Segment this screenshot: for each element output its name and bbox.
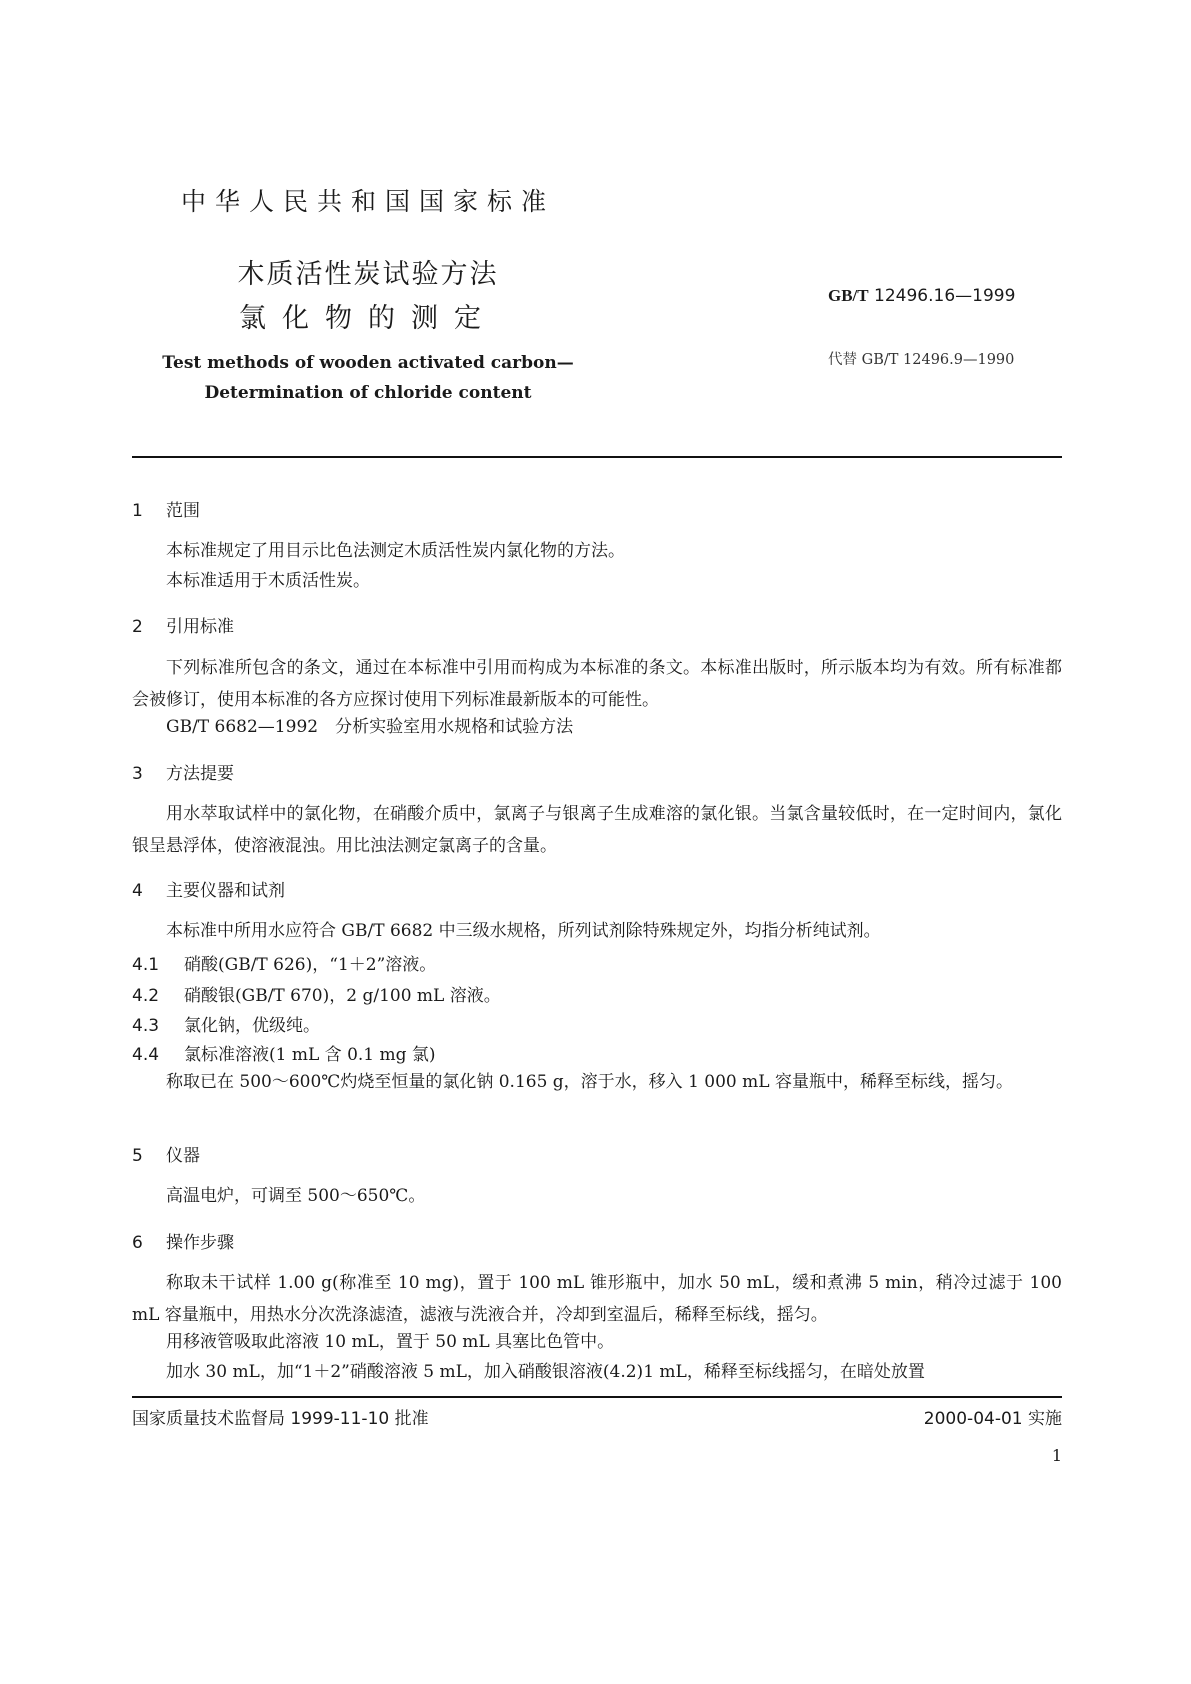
standard-code	[828, 286, 1015, 306]
item-number: 4.1	[132, 955, 160, 975]
section-4-paragraph-2: 称取已在 500～600℃灼烧至恒量的氯化钠 0.165 g，溶于水，移入 1 000 mL 容量瓶中，稀释至标线，摇匀。	[166, 1072, 1013, 1092]
section-title: 操作步骤	[166, 1233, 234, 1253]
section-title: 引用标准	[166, 617, 234, 637]
item-text: 氯化钠，优级纯。	[184, 1016, 320, 1036]
section-number: 5	[132, 1146, 143, 1166]
section-1-paragraph-1: 本标准规定了用目示比色法测定木质活性炭内氯化物的方法。	[166, 541, 625, 561]
section-5-heading	[132, 1141, 200, 1166]
section-1-heading	[132, 496, 200, 521]
section-2-heading	[132, 612, 234, 637]
section-4-heading	[132, 876, 285, 901]
section-6-paragraph-3: 加水 30 mL，加“1＋2”硝酸溶液 5 mL，加入硝酸银溶液(4.2)1 mL，稀释至标线摇匀，在暗处放置	[166, 1362, 925, 1382]
item-text: 硝酸银(GB/T 670)，2 g/100 mL 溶液。	[184, 986, 501, 1006]
section-2-paragraph-1: 下列标准所包含的条文，通过在本标准中引用而构成为本标准的条文。本标准出版时，所示版本均为有效。所有标准都会被修订，使用本标准的各方应探讨使用下列标准最新版本的可能性。	[132, 658, 1062, 710]
item-number: 4.4	[132, 1045, 160, 1065]
section-number: 2	[132, 617, 143, 637]
title-cn-line2: 氯化物的测定	[239, 303, 497, 334]
section-title: 范围	[166, 501, 200, 521]
section-number: 1	[132, 501, 143, 521]
list-item	[132, 1040, 436, 1065]
list-item	[132, 1011, 320, 1036]
section-title: 仪器	[166, 1146, 200, 1166]
section-1-paragraph-2: 本标准适用于木质活性炭。	[166, 571, 370, 591]
list-item	[132, 950, 436, 975]
title-cn-line1: 木质活性炭试验方法	[237, 259, 499, 290]
section-number: 6	[132, 1233, 143, 1253]
item-text: 硝酸(GB/T 626)，“1＋2”溶液。	[184, 955, 437, 975]
section-6-paragraph-2: 用移液管吸取此溶液 10 mL，置于 50 mL 具塞比色管中。	[166, 1332, 615, 1352]
section-title: 方法提要	[166, 764, 234, 784]
page-number: 1	[1051, 1446, 1062, 1465]
section-5-paragraph-1: 高温电炉，可调至 500～650℃。	[166, 1186, 426, 1206]
header-divider	[132, 456, 1062, 458]
replaces-note: 代替 GB/T 12496.9—1990	[828, 352, 1015, 368]
effective-date: 2000-04-01 实施	[923, 1409, 1062, 1429]
section-number: 3	[132, 764, 143, 784]
footer-divider	[132, 1396, 1062, 1398]
item-number: 4.2	[132, 986, 160, 1006]
section-3-heading	[132, 759, 234, 784]
section-3-paragraph-1: 用水萃取试样中的氯化物，在硝酸介质中，氯离子与银离子生成难溶的氯化银。当氯含量较低时，在一定时间内，氯化银呈悬浮体，使溶液混浊。用比浊法测定氯离子的含量。	[132, 804, 1062, 856]
standard-code-prefix: GB/T	[828, 286, 869, 305]
standard-title: 中华人民共和国国家标准	[180, 187, 555, 216]
title-en-line2: Determination of chloride content	[204, 383, 532, 403]
section-6-heading	[132, 1228, 234, 1253]
list-item	[132, 981, 501, 1006]
section-2-reference: GB/T 6682—1992 分析实验室用水规格和试验方法	[166, 717, 574, 737]
standard-code-number: 12496.16—1999	[874, 286, 1016, 306]
section-4-paragraph-1: 本标准中所用水应符合 GB/T 6682 中三级水规格，所列试剂除特殊规定外，均指分析纯试剂。	[166, 921, 881, 941]
section-title: 主要仪器和试剂	[166, 881, 285, 901]
approval-note: 国家质量技术监督局 1999-11-10 批准	[132, 1409, 429, 1429]
section-number: 4	[132, 881, 143, 901]
title-en-line1: Test methods of wooden activated carbon—	[162, 353, 574, 373]
item-number: 4.3	[132, 1016, 160, 1036]
section-6-paragraph-1: 称取未干试样 1.00 g(称准至 10 mg)，置于 100 mL 锥形瓶中，加水 50 mL，缓和煮沸 5 min，稍冷过滤于 100 mL 容量瓶中，用热水分次洗涤滤渣，滤液与洗液合并，冷却到室温后，稀释至标线，摇匀。	[132, 1273, 1062, 1325]
item-text: 氯标准溶液(1 mL 含 0.1 mg 氯)	[184, 1045, 436, 1065]
